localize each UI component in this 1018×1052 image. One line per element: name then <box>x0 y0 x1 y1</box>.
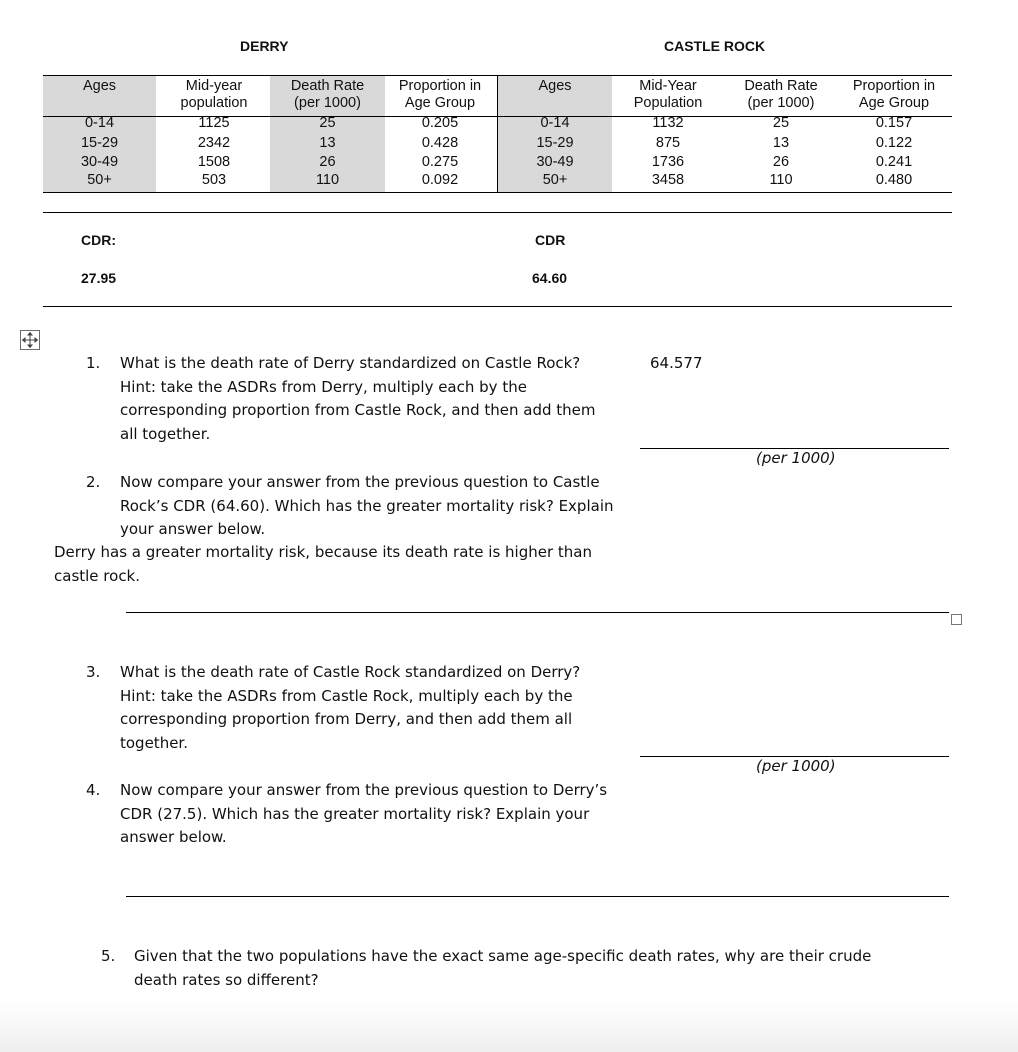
table-cell: 50+ <box>542 172 568 188</box>
table-cell: 2342 <box>197 135 231 151</box>
table-cell: 0.241 <box>875 154 913 170</box>
table-cell: 0.428 <box>421 135 459 151</box>
question-1-number: 1. <box>86 354 101 372</box>
question-1-unit: (per 1000) <box>756 449 836 467</box>
derry-cdr-label: CDR: <box>81 232 116 248</box>
derry-header-ages: Ages <box>82 78 117 94</box>
question-3-line: Hint: take the ASDRs from Castle Rock, multiply each by the <box>120 686 573 705</box>
derry-header-pop-2: population <box>180 95 248 111</box>
move-arrows-icon <box>21 331 39 349</box>
question-3-unit: (per 1000) <box>756 757 836 775</box>
question-1-answer[interactable]: 64.577 <box>650 354 703 372</box>
table-cell: 3458 <box>651 172 685 188</box>
table-move-handle[interactable] <box>20 330 40 350</box>
question-2-answer-line: castle rock. <box>54 566 141 585</box>
question-2-line: Rock’s CDR (64.60). Which has the greater mortality risk? Explain <box>120 496 614 515</box>
question-3-line: What is the death rate of Castle Rock standardized on Derry? <box>120 663 581 681</box>
question-2-answer[interactable] <box>54 541 654 588</box>
question-1-line: corresponding proportion from Castle Rock, and then add them <box>120 401 596 419</box>
table-cell: 0-14 <box>84 115 115 131</box>
question-2-line: Now compare your answer from the previous question to Castle <box>120 473 600 491</box>
question-1-line: all together. <box>120 424 211 443</box>
question-4-line: CDR (27.5). Which has the greater mortality risk? Explain your <box>120 804 590 823</box>
table-resize-handle[interactable] <box>951 614 962 625</box>
question-4-number: 4. <box>86 781 101 799</box>
table-cell: 13 <box>319 135 336 151</box>
question-3-line: together. <box>120 733 188 752</box>
question-2-line: your answer below. <box>120 520 266 538</box>
question-5-line: death rates so different? <box>134 970 319 989</box>
table-cell: 0.275 <box>421 154 459 170</box>
table-cell: 503 <box>201 172 227 188</box>
question-2-answer-line: Derry has a greater mortality risk, because its death rate is higher than <box>54 543 593 561</box>
table-cell: 1125 <box>198 115 230 131</box>
question-3-line: corresponding proportion from Derry, and then add them all <box>120 710 573 728</box>
castle-header-rate-2: (per 1000) <box>747 95 815 111</box>
castle-header-ages: Ages <box>538 78 572 94</box>
table-cell: 13 <box>772 135 790 151</box>
bottom-shadow <box>0 1000 1018 1052</box>
question-4-line: answer below. <box>120 828 227 846</box>
question-1 <box>86 352 636 446</box>
question-5 <box>101 945 961 992</box>
table-cell: 15-29 <box>80 135 119 151</box>
table-cell: 0.092 <box>421 172 459 188</box>
castle-cdr-value: 64.60 <box>532 270 568 286</box>
table-cell: 30-49 <box>80 154 119 170</box>
question-4-answer-rule[interactable] <box>126 896 949 897</box>
castle-header-prop-1: Proportion in <box>852 78 936 94</box>
question-5-line: Given that the two populations have the exact same age-specific death rates, why are their crude <box>134 947 872 965</box>
table-cell: 15-29 <box>536 135 574 151</box>
castle-cdr-label: CDR <box>535 232 566 248</box>
table-cell: 26 <box>772 154 790 170</box>
table-cell: 0.480 <box>875 172 913 188</box>
derry-title: DERRY <box>240 38 289 54</box>
question-5-number: 5. <box>101 947 116 965</box>
table-cell: 0-14 <box>540 115 570 131</box>
table-cell: 0.122 <box>875 135 913 151</box>
derry-header-prop-1: Proportion in <box>398 78 482 94</box>
castle-header-pop-2: Population <box>633 95 703 111</box>
castle-header-pop-1: Mid-Year <box>639 78 697 94</box>
table-cell: 110 <box>315 172 340 188</box>
table-cell: 1736 <box>651 154 685 170</box>
question-1-line: Hint: take the ASDRs from Derry, multiply each by the <box>120 377 527 396</box>
derry-header-prop-2: Age Group <box>404 95 476 111</box>
castle-header-rate-1: Death Rate <box>744 78 818 94</box>
table-cell: 1132 <box>652 115 684 131</box>
table-cell: 50+ <box>87 172 112 188</box>
table-cell: 1508 <box>197 154 231 170</box>
derry-header-pop-1: Mid-year <box>185 78 243 94</box>
table-cell: 30-49 <box>536 154 574 170</box>
question-3-number: 3. <box>86 663 101 681</box>
derry-header-rate-2: (per 1000) <box>294 95 361 111</box>
table-cell: 875 <box>655 135 681 151</box>
table-cell: 0.205 <box>421 115 459 131</box>
question-2-answer-rule <box>126 612 949 613</box>
table-cell: 110 <box>769 172 793 188</box>
question-4 <box>86 779 646 850</box>
question-3 <box>86 661 636 755</box>
table-cell: 25 <box>772 115 790 131</box>
question-2-number: 2. <box>86 473 101 491</box>
table-cell: 0.157 <box>875 115 913 131</box>
castle-rock-title: CASTLE ROCK <box>664 38 766 54</box>
question-1-line: What is the death rate of Derry standardized on Castle Rock? <box>120 354 581 372</box>
table-cell: 26 <box>319 154 336 170</box>
derry-header-rate-1: Death Rate <box>290 78 365 94</box>
derry-cdr-value: 27.95 <box>81 270 117 286</box>
castle-header-prop-2: Age Group <box>858 95 930 111</box>
question-2 <box>86 471 646 542</box>
question-4-line: Now compare your answer from the previous question to Derry’s <box>120 781 608 799</box>
table-cell: 25 <box>319 115 336 131</box>
